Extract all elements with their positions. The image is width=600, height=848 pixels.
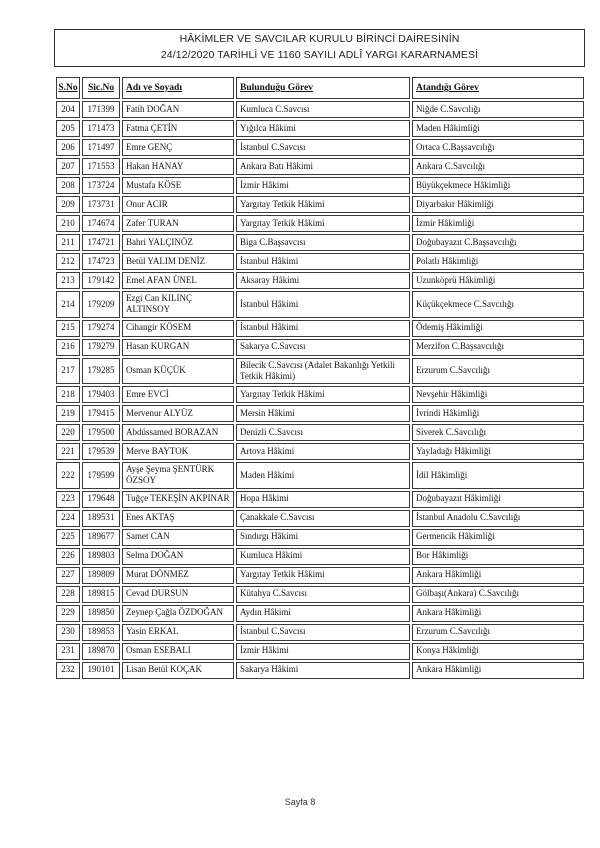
cell-s_no: 210 [56,215,80,232]
table-row [56,424,584,441]
cell-name: Betül YALIM DENİZ [122,253,234,270]
cell-sic_no: 189853 [82,624,120,641]
table-row [56,339,584,356]
cell-assigned_post: Maden Hâkimliği [412,120,584,137]
assignments-table [54,75,586,681]
cell-assigned_post: Konya Hâkimliği [412,643,584,660]
cell-assigned_post: Uzunköprü Hâkimliği [412,272,584,289]
cell-name: Emre EVCİ [122,386,234,403]
table-row [56,291,584,318]
table-row [56,529,584,546]
cell-assigned_post: Germencik Hâkimliği [412,529,584,546]
cell-name: Ayşe Şeyma ŞENTÜRK ÖZSOY [122,462,234,489]
cell-s_no: 222 [56,462,80,489]
table-row [56,605,584,622]
cell-assigned_post: Erzurum C.Savcılığı [412,624,584,641]
cell-s_no: 223 [56,491,80,508]
cell-current_post: Kumluca C.Savcısı [236,101,410,118]
cell-assigned_post: Bor Hâkimliği [412,548,584,565]
cell-sic_no: 179285 [82,358,120,385]
cell-name: Merve BAYTOK [122,443,234,460]
cell-current_post: Denizli C.Savcısı [236,424,410,441]
cell-name: Fatma ÇETİN [122,120,234,137]
cell-assigned_post: Ankara Hâkimliği [412,605,584,622]
cell-name: Mustafa KÖSE [122,177,234,194]
table-row [56,548,584,565]
table-row [56,196,584,213]
cell-current_post: Bilecik C.Savcısı (Adalet Bakanlığı Yetkili Tetkik Hâkimi) [236,358,410,385]
cell-s_no: 219 [56,405,80,422]
cell-s_no: 204 [56,101,80,118]
table-row [56,139,584,156]
table-row [56,386,584,403]
cell-name: Hakan HANAY [122,158,234,175]
cell-current_post: Sakarya Hâkimi [236,662,410,679]
cell-s_no: 228 [56,586,80,603]
cell-sic_no: 179648 [82,491,120,508]
cell-current_post: Hopa Hâkimi [236,491,410,508]
cell-assigned_post: Niğde C.Savcılığı [412,101,584,118]
cell-s_no: 221 [56,443,80,460]
column-header-assigned: Atandığı Görev [412,77,584,99]
cell-assigned_post: Ortaca C.Başsavcılığı [412,139,584,156]
document-title-line2: 24/12/2020 TARİHLİ VE 1160 SAYILI ADLÎ YARGI KARARNAMESİ [160,49,479,61]
cell-s_no: 207 [56,158,80,175]
cell-current_post: Ankara Batı Hâkimi [236,158,410,175]
document-title [54,29,585,67]
cell-current_post: İstanbul Hâkimi [236,253,410,270]
document-title-line1: HÂKİMLER VE SAVCILAR KURULU BİRİNCİ DAİRESİNİN [179,33,460,46]
cell-assigned_post: Ankara Hâkimliği [412,567,584,584]
table-row [56,234,584,251]
cell-s_no: 224 [56,510,80,527]
cell-assigned_post: Yayladağı Hâkimliği [412,443,584,460]
cell-assigned_post: İvrindi Hâkimliği [412,405,584,422]
cell-sic_no: 189870 [82,643,120,660]
cell-name: Osman KÜÇÜK [122,358,234,385]
cell-sic_no: 179599 [82,462,120,489]
cell-assigned_post: Gölbaşı(Ankara) C.Savcılığı [412,586,584,603]
table-body [56,101,584,679]
table-row [56,462,584,489]
cell-current_post: Yargıtay Tetkik Hâkimi [236,386,410,403]
cell-assigned_post: Ödemiş Hâkimliği [412,320,584,337]
table-row [56,158,584,175]
cell-assigned_post: İstanbul Anadolu C.Savcılığı [412,510,584,527]
table-row [56,120,584,137]
cell-current_post: Yığılca Hâkimi [236,120,410,137]
cell-assigned_post: Diyarbakır Hâkimliği [412,196,584,213]
table-row [56,101,584,118]
cell-sic_no: 174721 [82,234,120,251]
table-row [56,491,584,508]
cell-sic_no: 171473 [82,120,120,137]
cell-sic_no: 179500 [82,424,120,441]
cell-assigned_post: İzmir Hâkimliği [412,215,584,232]
column-header-name: Adı ve Soyadı [122,77,234,99]
cell-assigned_post: İdil Hâkimliği [412,462,584,489]
cell-current_post: İzmir Hâkimi [236,643,410,660]
cell-current_post: Sakarya C.Savcısı [236,339,410,356]
cell-sic_no: 171497 [82,139,120,156]
cell-s_no: 217 [56,358,80,385]
cell-assigned_post: Polatlı Hâkimliği [412,253,584,270]
table-row [56,662,584,679]
cell-s_no: 209 [56,196,80,213]
cell-assigned_post: Ankara Hâkimliği [412,662,584,679]
cell-sic_no: 179539 [82,443,120,460]
cell-name: Samet CAN [122,529,234,546]
cell-assigned_post: Küçükçekmece C.Savcılığı [412,291,584,318]
cell-sic_no: 171553 [82,158,120,175]
cell-sic_no: 173731 [82,196,120,213]
cell-assigned_post: Nevşehir Hâkimliği [412,386,584,403]
table-row [56,443,584,460]
cell-s_no: 205 [56,120,80,137]
cell-sic_no: 189531 [82,510,120,527]
cell-sic_no: 189809 [82,567,120,584]
cell-current_post: İstanbul Hâkimi [236,291,410,318]
cell-sic_no: 179274 [82,320,120,337]
cell-s_no: 211 [56,234,80,251]
cell-s_no: 229 [56,605,80,622]
cell-sic_no: 174674 [82,215,120,232]
cell-sic_no: 189677 [82,529,120,546]
cell-current_post: Çanakkale C.Savcısı [236,510,410,527]
cell-name: Cihangir KÖSEM [122,320,234,337]
cell-sic_no: 179415 [82,405,120,422]
cell-s_no: 231 [56,643,80,660]
cell-current_post: Yargıtay Tetkik Hâkimi [236,196,410,213]
table-row [56,567,584,584]
cell-s_no: 213 [56,272,80,289]
cell-name: Zeynep Çağla ÖZDOĞAN [122,605,234,622]
cell-s_no: 226 [56,548,80,565]
cell-s_no: 216 [56,339,80,356]
cell-s_no: 232 [56,662,80,679]
table-row [56,405,584,422]
cell-sic_no: 189850 [82,605,120,622]
table-row [56,272,584,289]
cell-sic_no: 179142 [82,272,120,289]
cell-assigned_post: Doğubayazıt C.Başsavcılığı [412,234,584,251]
cell-name: Bahri YALÇINÖZ [122,234,234,251]
cell-s_no: 220 [56,424,80,441]
cell-name: Murat DÖNMEZ [122,567,234,584]
cell-sic_no: 171399 [82,101,120,118]
cell-s_no: 214 [56,291,80,318]
cell-name: Zafer TURAN [122,215,234,232]
cell-name: Selma DOĞAN [122,548,234,565]
cell-sic_no: 189815 [82,586,120,603]
cell-sic_no: 179403 [82,386,120,403]
cell-name: Emre GENÇ [122,139,234,156]
cell-name: Mervenur ALYÜZ [122,405,234,422]
cell-s_no: 206 [56,139,80,156]
cell-assigned_post: Ankara C.Savcılığı [412,158,584,175]
cell-name: Fatih DOĞAN [122,101,234,118]
table-row [56,215,584,232]
cell-current_post: Kumluca Hâkimi [236,548,410,565]
cell-current_post: Yargıtay Tetkik Hâkimi [236,567,410,584]
cell-s_no: 230 [56,624,80,641]
table-row [56,643,584,660]
cell-sic_no: 179209 [82,291,120,318]
cell-current_post: İstanbul Hâkimi [236,320,410,337]
cell-sic_no: 174723 [82,253,120,270]
cell-name: Emel AFAN ÜNEL [122,272,234,289]
table-row [56,624,584,641]
column-header-sno: S.No [56,77,80,99]
cell-current_post: İstanbul C.Savcısı [236,139,410,156]
table-row [56,320,584,337]
cell-name: Yasin ERKAL [122,624,234,641]
cell-sic_no: 189803 [82,548,120,565]
cell-current_post: Mersin Hâkimi [236,405,410,422]
cell-current_post: Maden Hâkimi [236,462,410,489]
cell-current_post: Aksaray Hâkimi [236,272,410,289]
table-row [56,253,584,270]
cell-sic_no: 179279 [82,339,120,356]
cell-s_no: 208 [56,177,80,194]
cell-name: Cevad DURSUN [122,586,234,603]
table-header-row [56,77,584,99]
cell-assigned_post: Doğubayazıt Hâkimliği [412,491,584,508]
cell-s_no: 215 [56,320,80,337]
cell-name: Abdüssamed BORAZAN [122,424,234,441]
cell-s_no: 227 [56,567,80,584]
cell-name: Tuğçe TEKEŞİN AKPINAR [122,491,234,508]
column-header-sicno: Sic.No [82,77,120,99]
table-row [56,586,584,603]
cell-assigned_post: Büyükçekmece Hâkimliği [412,177,584,194]
cell-sic_no: 173724 [82,177,120,194]
cell-assigned_post: Merzifon C.Başsavcılığı [412,339,584,356]
cell-current_post: Aydın Hâkimi [236,605,410,622]
cell-current_post: Artova Hâkimi [236,443,410,460]
cell-sic_no: 190101 [82,662,120,679]
column-header-current: Bulunduğu Görev [236,77,410,99]
cell-current_post: Biga C.Başsavcısı [236,234,410,251]
cell-current_post: Kütahya C.Savcısı [236,586,410,603]
table-row [56,358,584,385]
cell-name: Enes AKTAŞ [122,510,234,527]
cell-current_post: Sındırgı Hâkimi [236,529,410,546]
table-row [56,177,584,194]
table-row [56,510,584,527]
cell-assigned_post: Siverek C.Savcılığı [412,424,584,441]
cell-s_no: 218 [56,386,80,403]
cell-s_no: 212 [56,253,80,270]
cell-name: Hasan KURGAN [122,339,234,356]
page-number: Sayfa 8 [284,797,316,807]
cell-current_post: Yargıtay Tetkik Hâkimi [236,215,410,232]
cell-current_post: İzmir Hâkimi [236,177,410,194]
cell-assigned_post: Erzurum C.Savcılığı [412,358,584,385]
cell-current_post: İstanbul C.Savcısı [236,624,410,641]
cell-name: Ezgi Can KILINÇ ALTINSOY [122,291,234,318]
cell-name: Lisan Betül KOÇAK [122,662,234,679]
cell-s_no: 225 [56,529,80,546]
cell-name: Osman ESEBALI [122,643,234,660]
cell-name: Onur ACIR [122,196,234,213]
